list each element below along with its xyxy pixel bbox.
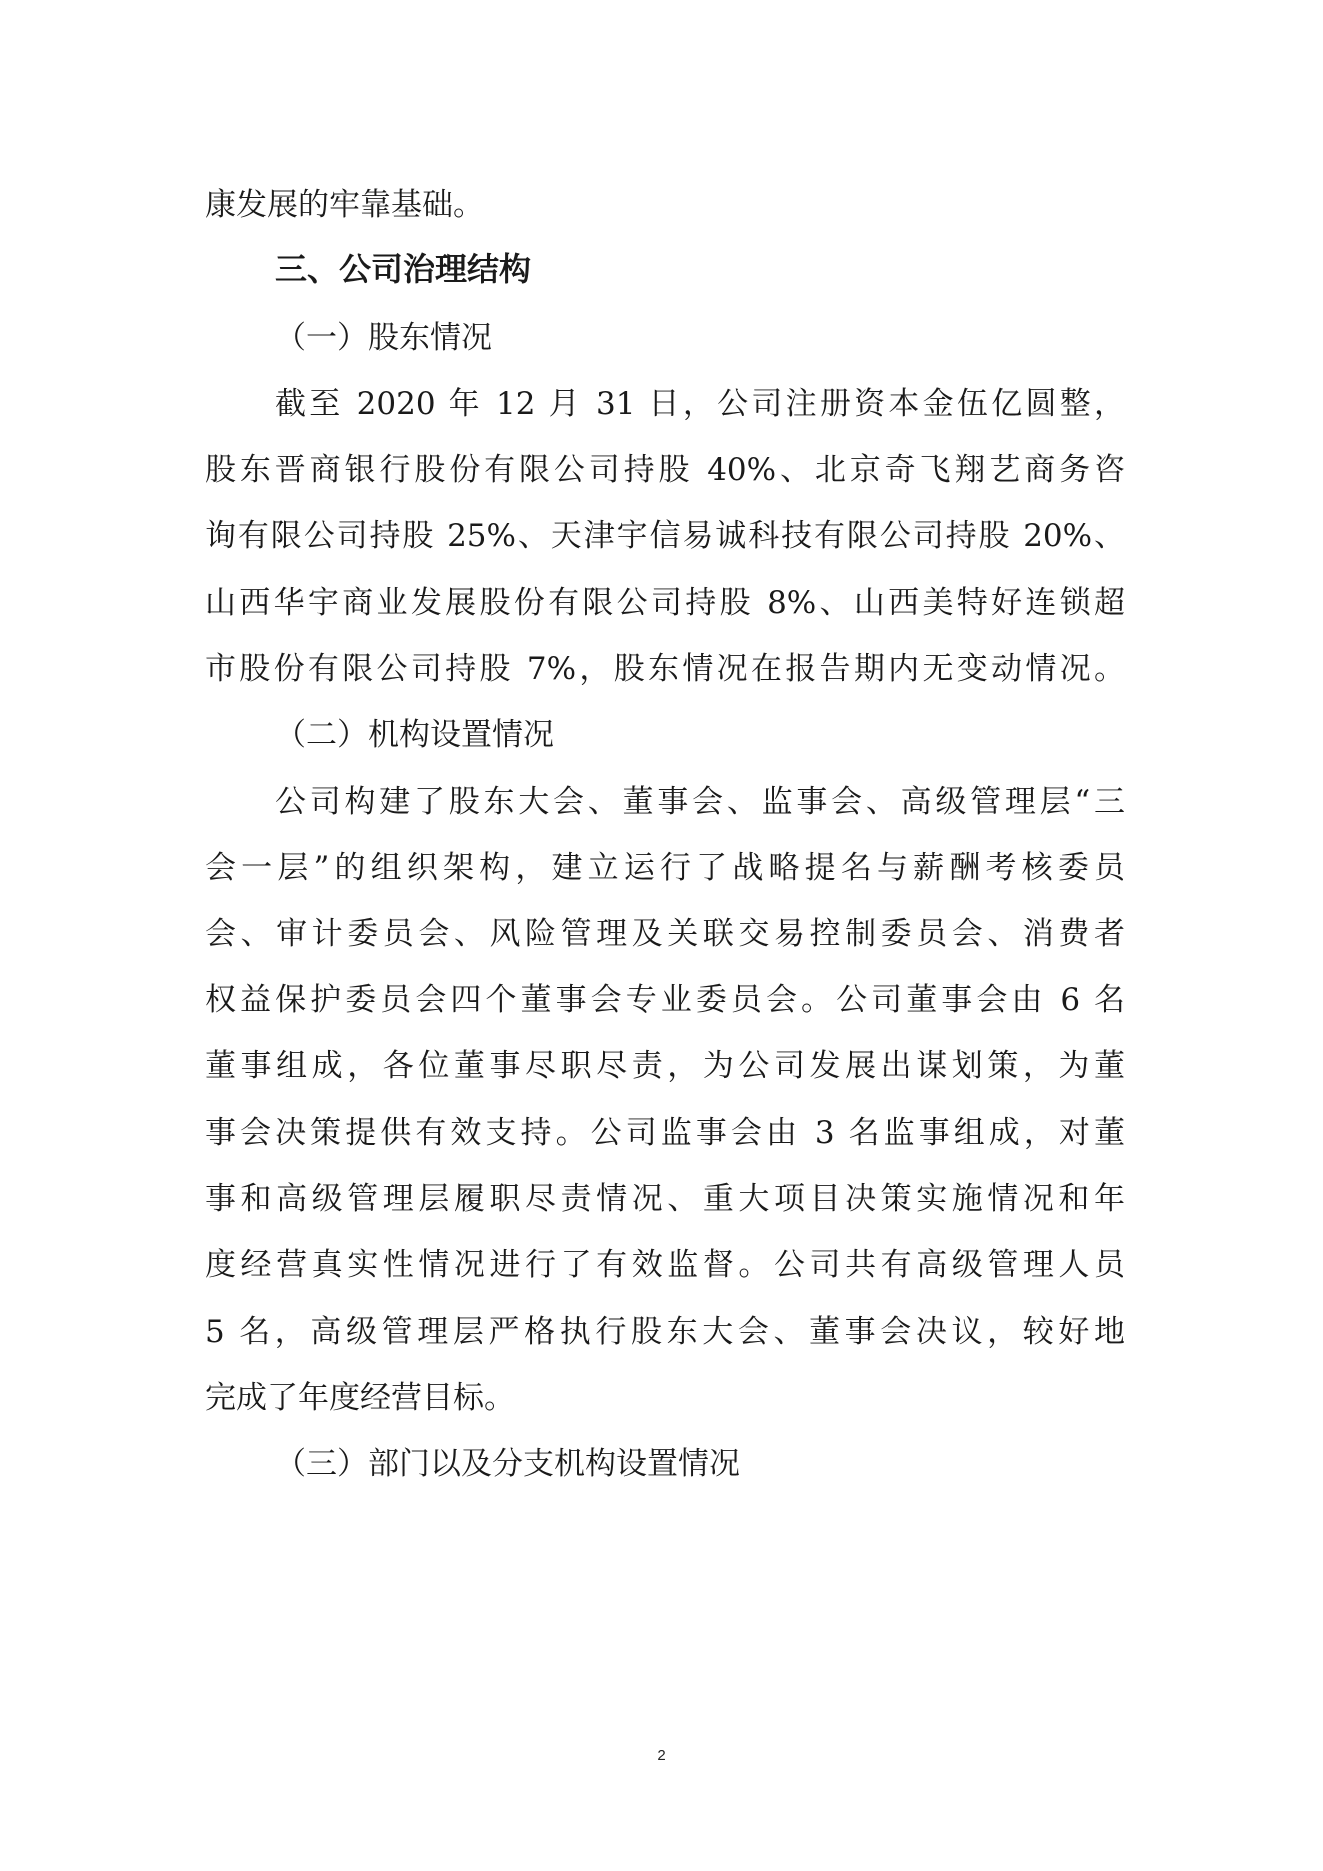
organization-paragraph-line: 事和高级管理层履职尽责情况、重大项目决策实施情况和年 — [205, 1181, 1125, 1217]
organization-paragraph-line: 度经营真实性情况进行了有效监督。公司共有高级管理人员 — [205, 1247, 1125, 1283]
subsection-heading-departments: （三）部门以及分支机构设置情况 — [275, 1446, 740, 1482]
organization-paragraph-line: 董事组成，各位董事尽职尽责，为公司发展出谋划策，为董 — [205, 1048, 1125, 1084]
page-number: 2 — [657, 1747, 666, 1764]
shareholders-paragraph-line: 市股份有限公司持股 7%，股东情况在报告期内无变动情况。 — [205, 651, 1125, 687]
shareholders-paragraph-line: 股东晋商银行股份有限公司持股 40%、北京奇飞翔艺商务咨 — [205, 452, 1125, 488]
paragraph-continuation: 康发展的牢靠基础。 — [205, 187, 484, 223]
organization-paragraph-line: 完成了年度经营目标。 — [205, 1380, 515, 1416]
shareholders-paragraph-line: 山西华宇商业发展股份有限公司持股 8%、山西美特好连锁超 — [205, 585, 1125, 621]
section-heading-governance: 三、公司治理结构 — [275, 250, 532, 288]
shareholders-paragraph-line: 询有限公司持股 25%、天津宇信易诚科技有限公司持股 20%、 — [205, 518, 1125, 554]
organization-paragraph-line: 会、审计委员会、风险管理及关联交易控制委员会、消费者 — [205, 916, 1125, 952]
shareholders-paragraph-line: 截至 2020 年 12 月 31 日，公司注册资本金伍亿圆整， — [275, 386, 1125, 422]
organization-paragraph-line: 5 名，高级管理层严格执行股东大会、董事会决议，较好地 — [205, 1314, 1125, 1350]
subsection-heading-organization: （二）机构设置情况 — [275, 717, 554, 753]
organization-paragraph-line: 公司构建了股东大会、董事会、监事会、高级管理层“三 — [275, 784, 1125, 820]
organization-paragraph-line: 权益保护委员会四个董事会专业委员会。公司董事会由 6 名 — [205, 982, 1125, 1018]
subsection-heading-shareholders: （一）股东情况 — [275, 320, 492, 356]
organization-paragraph-line: 事会决策提供有效支持。公司监事会由 3 名监事组成，对董 — [205, 1115, 1125, 1151]
organization-paragraph-line: 会一层”的组织架构，建立运行了战略提名与薪酬考核委员 — [205, 850, 1125, 886]
